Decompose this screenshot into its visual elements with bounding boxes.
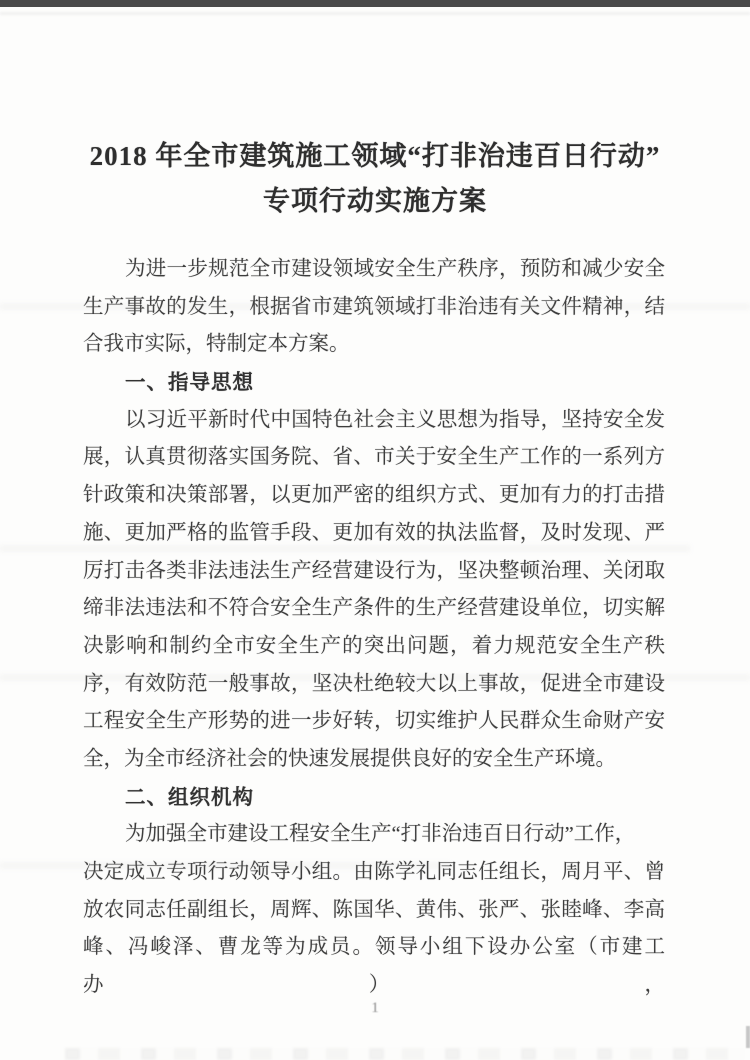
body-line: 全，为全市经济社会的快速发展提供良好的安全生产环境。 (83, 747, 616, 770)
body-line: 放农同志任副组长，周辉、陈国华、黄伟、张严、张睦峰、李高 (83, 898, 665, 921)
body-line: 施、更加严格的监管手段、更加有效的执法监督，及时发现、严 (83, 521, 665, 544)
body-line: 展，认真贯彻落实国务院、省、市关于安全生产工作的一系列方 (83, 446, 665, 469)
page-number: 1 (371, 1000, 379, 1016)
scan-top-band (0, 0, 750, 7)
body-line: 决影响和制约全市安全生产的突出问题，着力规范安全生产秩 (83, 634, 665, 657)
body-line: 工程安全生产形势的进一步好转，切实维护人民群众生命财产安 (83, 710, 665, 733)
scan-artifact-line (0, 12, 750, 15)
body-line: 厉打击各类非法违法生产经营建设行为，坚决整顿治理、关闭取 (83, 559, 665, 582)
section-heading-1: 一、指导思想 (125, 371, 254, 395)
document-title (40, 134, 710, 224)
body-line: 序，有效防范一般事故，坚决杜绝较大以上事故，促进全市建设 (83, 672, 665, 695)
document-body (83, 251, 665, 997)
section-heading-2: 二、组织机构 (125, 785, 254, 809)
body-line: 为加强全市建设工程安全生产“打非治违百日行动”工作， (125, 823, 636, 846)
document-title-line-1: 2018 年全市建筑施工领域“打非治违百日行动” (89, 141, 661, 171)
scan-bleed-through (65, 1048, 745, 1060)
body-line: 合我市实际，特制定本方案。 (83, 333, 350, 356)
body-line: 生产事故的发生，根据省市建筑领域打非治违有关文件精神，结 (83, 295, 665, 318)
scan-edge-mark (746, 1026, 750, 1048)
body-line: 峰、冯峻泽、曹龙等为成员。领导小组下设办公室（市建工办）， (83, 936, 665, 997)
document-title-line-2: 专项行动实施方案 (263, 186, 487, 216)
body-line: 为进一步规范全市建设领域安全生产秩序，预防和减少安全 (125, 258, 665, 280)
body-line: 决定成立专项行动领导小组。由陈学礼同志任组长，周月平、曾 (83, 861, 665, 883)
body-line: 以习近平新时代中国特色社会主义思想为指导，坚持安全发 (125, 408, 665, 431)
body-line: 针政策和决策部署，以更加严密的组织方式、更加有力的打击措 (83, 484, 665, 507)
body-line: 缔非法违法和不符合安全生产条件的生产经营建设单位，切实解 (83, 597, 665, 620)
